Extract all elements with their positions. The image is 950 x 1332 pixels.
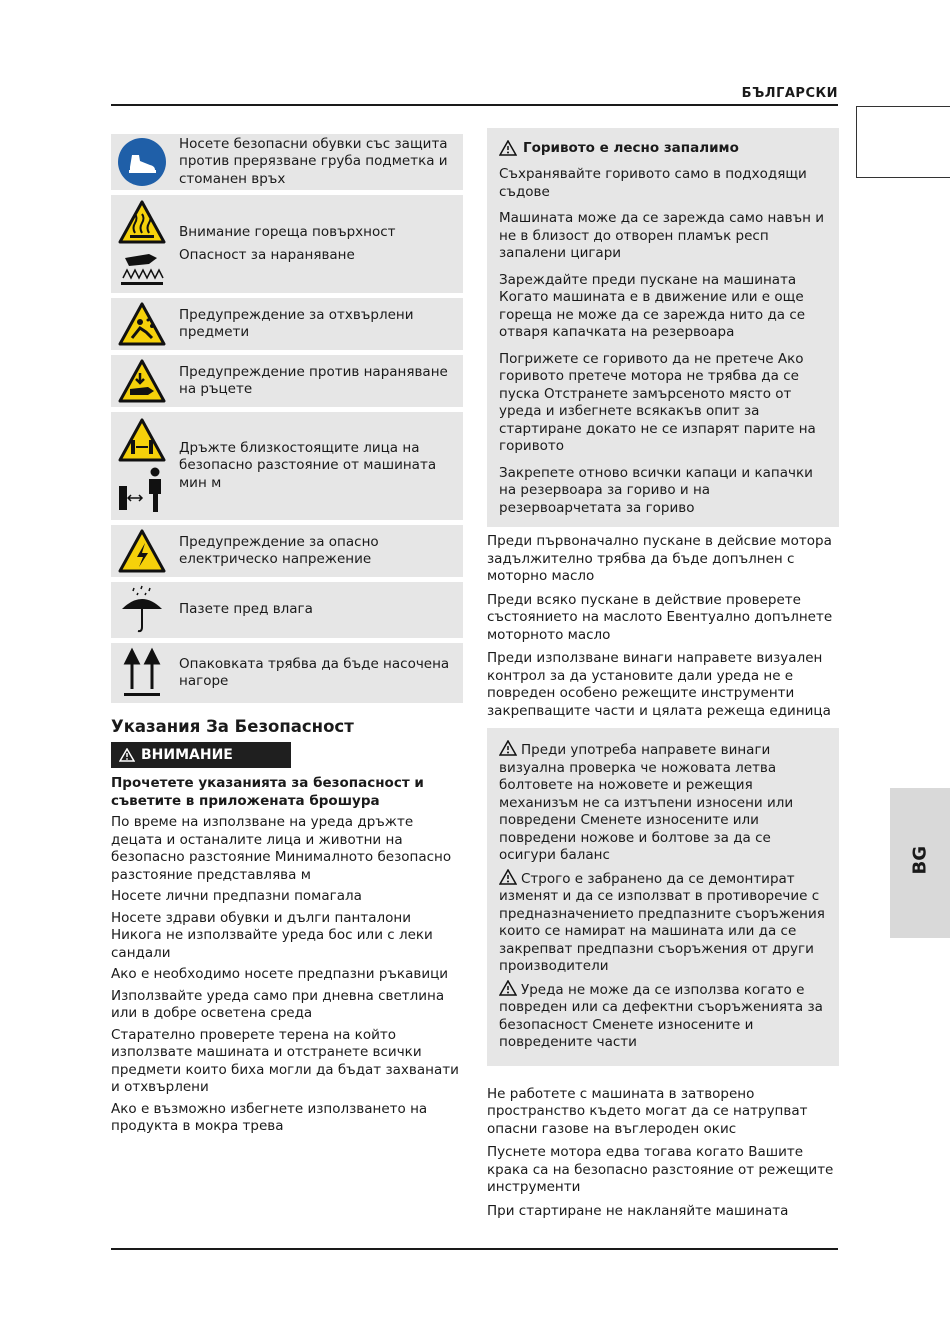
right-paragraph: Преди първоначално пускане в дейсвие мотора задължително трябва да бъде допълнен с моторно масло — [487, 533, 832, 584]
symbol-text: Внимание гореща повърхност Опасност за нараняване — [179, 224, 396, 263]
safety-paragraph: Използвайте уреда само при дневна светлина или в добре осветена среда — [111, 987, 445, 1021]
warning-icon — [499, 869, 517, 885]
symbol-row — [111, 195, 463, 293]
fuel-warning-box — [487, 128, 839, 527]
bottom-rule — [111, 1248, 838, 1250]
umbrella-icon — [111, 581, 173, 639]
this-way-up-icon — [111, 643, 173, 703]
inspection-box — [487, 728, 839, 1066]
warning-bar — [111, 742, 291, 768]
inspection-paragraph: Преди употреба направете винаги визуална проверка че ножовата летва болтовете на ножовете и режещия механизъм не са изтъпени износени или повредени Сменете износените или повредени ножове и болтове за да се осигури баланс — [499, 742, 794, 863]
safety-boot-icon — [111, 133, 173, 191]
safety-paragraph: Носете здрави обувки и дълги панталони Никога не използвайте уреда бос или с леки сандали — [111, 909, 433, 961]
safety-paragraph: Носете лични предпазни помагала — [111, 888, 362, 904]
right-column — [487, 128, 839, 1220]
thrown-objects-icon — [111, 298, 173, 350]
safety-paragraph: Ако е възможно избегнете използването на продукта в мокра трева — [111, 1100, 428, 1134]
safety-paragraph: Старателно проверете терена на който използвате машината и отстранете всички предмети които биха могли да бъдат захванати и отхвърлени — [111, 1026, 459, 1095]
symbol-text: Носете безопасни обувки със защита против прерязване груба подметка и стоманен връх — [179, 135, 448, 187]
warning-icon — [499, 140, 517, 156]
symbol-row — [111, 412, 463, 520]
chapter-tab-outline — [856, 106, 950, 178]
symbol-text: Пазете пред влага — [179, 601, 313, 618]
fuel-paragraph: Машината може да се зарежда само навън и не в близост до отворен пламък респ запалени цигари — [499, 210, 824, 261]
right-paragraph: Преди всяко пускане в действие проверете състоянието на маслото Евентуално допълнете моторното масло — [487, 591, 833, 643]
right-paragraph: При стартиране не накланяйте машината — [487, 1202, 789, 1219]
symbol-text: Опаковката трябва да бъде насочена нагоре — [179, 655, 450, 689]
left-column — [111, 134, 463, 1136]
inspection-paragraph: Строго е забранено да се демонтират изменят и да се използват в противоречие с предназначението предпазните съоръжения които се намират на машината или да се закрепват предпазни съоръжения от други производители — [499, 870, 825, 974]
symbol-row — [111, 298, 463, 350]
symbol-text: Дръжте близкостоящите лица на безопасно разстояние от машината мин м — [179, 439, 437, 491]
fuel-paragraph: Закрепете отново всички капаци и капачки на резервоара за гориво и на резервоарчетата за гориво — [499, 464, 813, 516]
symbol-row — [111, 582, 463, 638]
right-paragraph: Преди използване винаги направете визуален контрол за да установите дали уреда не е повреден особено режещите инструменти закрепващите части и цялата режеща единица — [487, 650, 831, 719]
safety-lead: Прочетете указанията за безопасност и съветите в приложената брошура — [111, 775, 424, 809]
language-side-tab — [890, 788, 950, 938]
hand-injury-icon — [111, 355, 173, 407]
fuel-paragraph: Съхранявайте горивото само в подходящи съдове — [499, 166, 807, 200]
symbol-row — [111, 134, 463, 190]
electric-hazard-icon — [111, 525, 173, 577]
language-label: БЪЛГАРСКИ — [741, 86, 838, 101]
fuel-paragraph: Зареждайте преди пускане на машината Когато машината е в движение или е още гореща не може да се зарежда нито да се отваря капачката на резервоара — [499, 271, 806, 340]
symbol-row — [111, 355, 463, 407]
keep-distance-icon — [111, 414, 173, 518]
symbol-text: Предупреждение за отхвърлени предмети — [179, 306, 414, 340]
right-paragraph: Не работете с машината в затворено пространство къдeто могат да се натрупват опасни газове на въглероден окис — [487, 1085, 808, 1137]
hot-surface-icon — [111, 196, 173, 292]
warning-icon — [499, 980, 517, 996]
warning-icon — [119, 748, 135, 762]
section-title: Указания За Безопасност — [111, 717, 354, 736]
symbol-text: Предупреждение против нараняване на ръцете — [179, 363, 448, 397]
right-paragraph: Пуснете мотора едва тогава когато Вашите крака са на безопасно разстояние от режещите инструменти — [487, 1144, 834, 1195]
warning-label: ВНИМАНИЕ — [141, 747, 233, 763]
safety-paragraph: По време на използване на уреда дръжте децата и останалите лица и животни на безопасно разстояние Минималното безопасно разстояние представлява м — [111, 814, 452, 883]
symbol-row — [111, 643, 463, 703]
fuel-paragraph: Погрижете се горивото да не претече Ако горивото претече мотора не трябва да се пуска Отстранете замърсеното място от уреда и избегнете всякакъв опит за стартиране докато не се изпарят парите на горивото — [499, 350, 816, 454]
side-tab-label: BG — [909, 846, 931, 875]
symbol-row — [111, 525, 463, 577]
top-rule — [111, 104, 838, 106]
fuel-warning-title: Горивото е лесно запалимо — [499, 140, 827, 156]
safety-paragraph: Ако е необходимо носете предпазни ръкавици — [111, 966, 449, 982]
inspection-paragraph: Уреда не може да се използва когато е повреден или са дефектни съоръженията за безопасност Сменете износените и повредените части — [499, 981, 823, 1050]
symbol-text: Предупреждение за опасно електрическо напрежение — [179, 533, 379, 567]
warning-icon — [499, 740, 517, 756]
